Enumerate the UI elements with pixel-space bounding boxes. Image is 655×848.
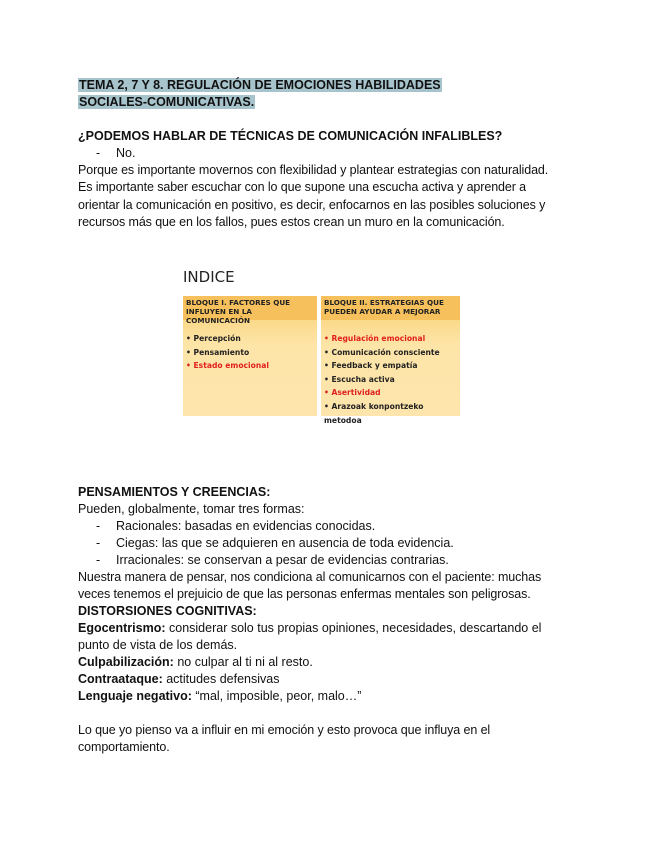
list-item-text: Racionales: basadas en evidencias conocidas.: [116, 519, 376, 533]
section-heading-distorsiones: DISTORSIONES COGNITIVAS:: [78, 604, 257, 618]
index-item-highlight: • Asertividad: [324, 388, 381, 398]
paragraph-line: orientar la comunicación en positivo, es decir, enfocarnos en las posibles soluciones y: [78, 197, 546, 212]
dash-bullet: -: [96, 146, 101, 160]
paragraph-line: Es importante saber escuchar con lo que supone una escucha activa y aprender a: [78, 180, 527, 195]
title-line-2: SOCIALES-COMUNICATIVAS.: [79, 95, 255, 109]
list-item: [96, 518, 375, 535]
index-item: • Feedback y empatía: [324, 361, 418, 371]
list-item: [96, 552, 449, 569]
definition-text: actitudes defensivas: [162, 672, 280, 686]
definition-item: [78, 671, 279, 688]
list-item-text: No.: [116, 146, 136, 160]
index-item: • Pensamiento: [186, 347, 250, 357]
index-item: • Comunicación consciente: [324, 347, 440, 357]
index-item: • Percepción: [186, 334, 241, 343]
index-block-list: [324, 332, 460, 427]
definition-term: Lenguaje negativo:: [78, 689, 192, 703]
paragraph-line: recursos más que en los fallos, pues estos crean un muro en la comunicación.: [78, 214, 505, 229]
definition-item: [78, 654, 313, 671]
dash-bullet: -: [96, 519, 101, 533]
paragraph-line: veces tenemos el prejuicio de que las personas enfermas mentales son peligrosas.: [78, 587, 531, 602]
index-item-highlight: • Estado emocional: [186, 361, 269, 371]
definition-item: [78, 688, 361, 705]
list-item-text: Ciegas: las que se adquieren en ausencia de toda evidencia.: [116, 536, 454, 550]
document-title: [78, 77, 442, 111]
paragraph-line: comportamiento.: [78, 740, 170, 755]
heading-line: BLOQUE I. FACTORES QUE: [186, 298, 291, 307]
section-heading-pensamientos: PENSAMIENTOS Y CREENCIAS:: [78, 485, 271, 499]
index-block-1: [183, 296, 317, 416]
definition-text: no culpar al ti ni al resto.: [173, 655, 313, 669]
definition-continuation: punto de vista de los demás.: [78, 638, 238, 652]
definition-term: Culpabilización:: [78, 655, 174, 669]
definition-item: [78, 620, 541, 637]
dash-bullet: -: [96, 536, 101, 550]
dash-bullet: -: [96, 553, 101, 567]
index-item-highlight: • Regulación emocional: [324, 334, 426, 343]
paragraph-line: Lo que yo pienso va a influir en mi emoción y esto provoca que influya en el: [78, 723, 491, 737]
heading-line: BLOQUE II. ESTRATEGIAS QUE: [324, 298, 444, 307]
index-block-list: [186, 332, 269, 373]
definition-text: “mal, imposible, peor, malo…”: [191, 689, 362, 703]
index-block-heading: [183, 296, 317, 325]
section-heading-tecnicas: ¿PODEMOS HABLAR DE TÉCNICAS DE COMUNICACIÓN INFALIBLES?: [78, 129, 503, 143]
index-item: • Escucha activa: [324, 374, 395, 384]
paragraph: Pueden, globalmente, tomar tres formas:: [78, 502, 305, 516]
heading-line: PUEDEN AYUDAR A MEJORAR: [324, 307, 441, 316]
index-block-heading: [321, 296, 460, 320]
title-line-1: TEMA 2, 7 Y 8. REGULACIÓN DE EMOCIONES HABILIDADES: [79, 78, 441, 92]
paragraph-line: Porque es importante movernos con flexibilidad y plantear estrategias con naturalidad.: [78, 163, 549, 177]
paragraph: [78, 569, 578, 604]
paragraph-line: Nuestra manera de pensar, nos condiciona al comunicarnos con el paciente: muchas: [78, 570, 542, 584]
list-item: [96, 145, 135, 162]
index-item: • Arazoak konpontzeko metodoa: [324, 401, 424, 425]
list-item: [96, 535, 454, 552]
heading-line: INFLUYEN EN LA COMUNICACIÓN: [186, 307, 252, 325]
definition-term: Egocentrismo:: [78, 621, 166, 635]
paragraph: [78, 162, 578, 231]
list-item-text: Irracionales: se conservan a pesar de evidencias contrarias.: [116, 553, 449, 567]
index-block-2: [321, 296, 460, 425]
index-title: INDICE: [183, 268, 235, 286]
closing-paragraph: [78, 722, 578, 757]
definition-term: Contraataque:: [78, 672, 163, 686]
definition-text: considerar solo tus propias opiniones, necesidades, descartando el: [165, 621, 542, 635]
